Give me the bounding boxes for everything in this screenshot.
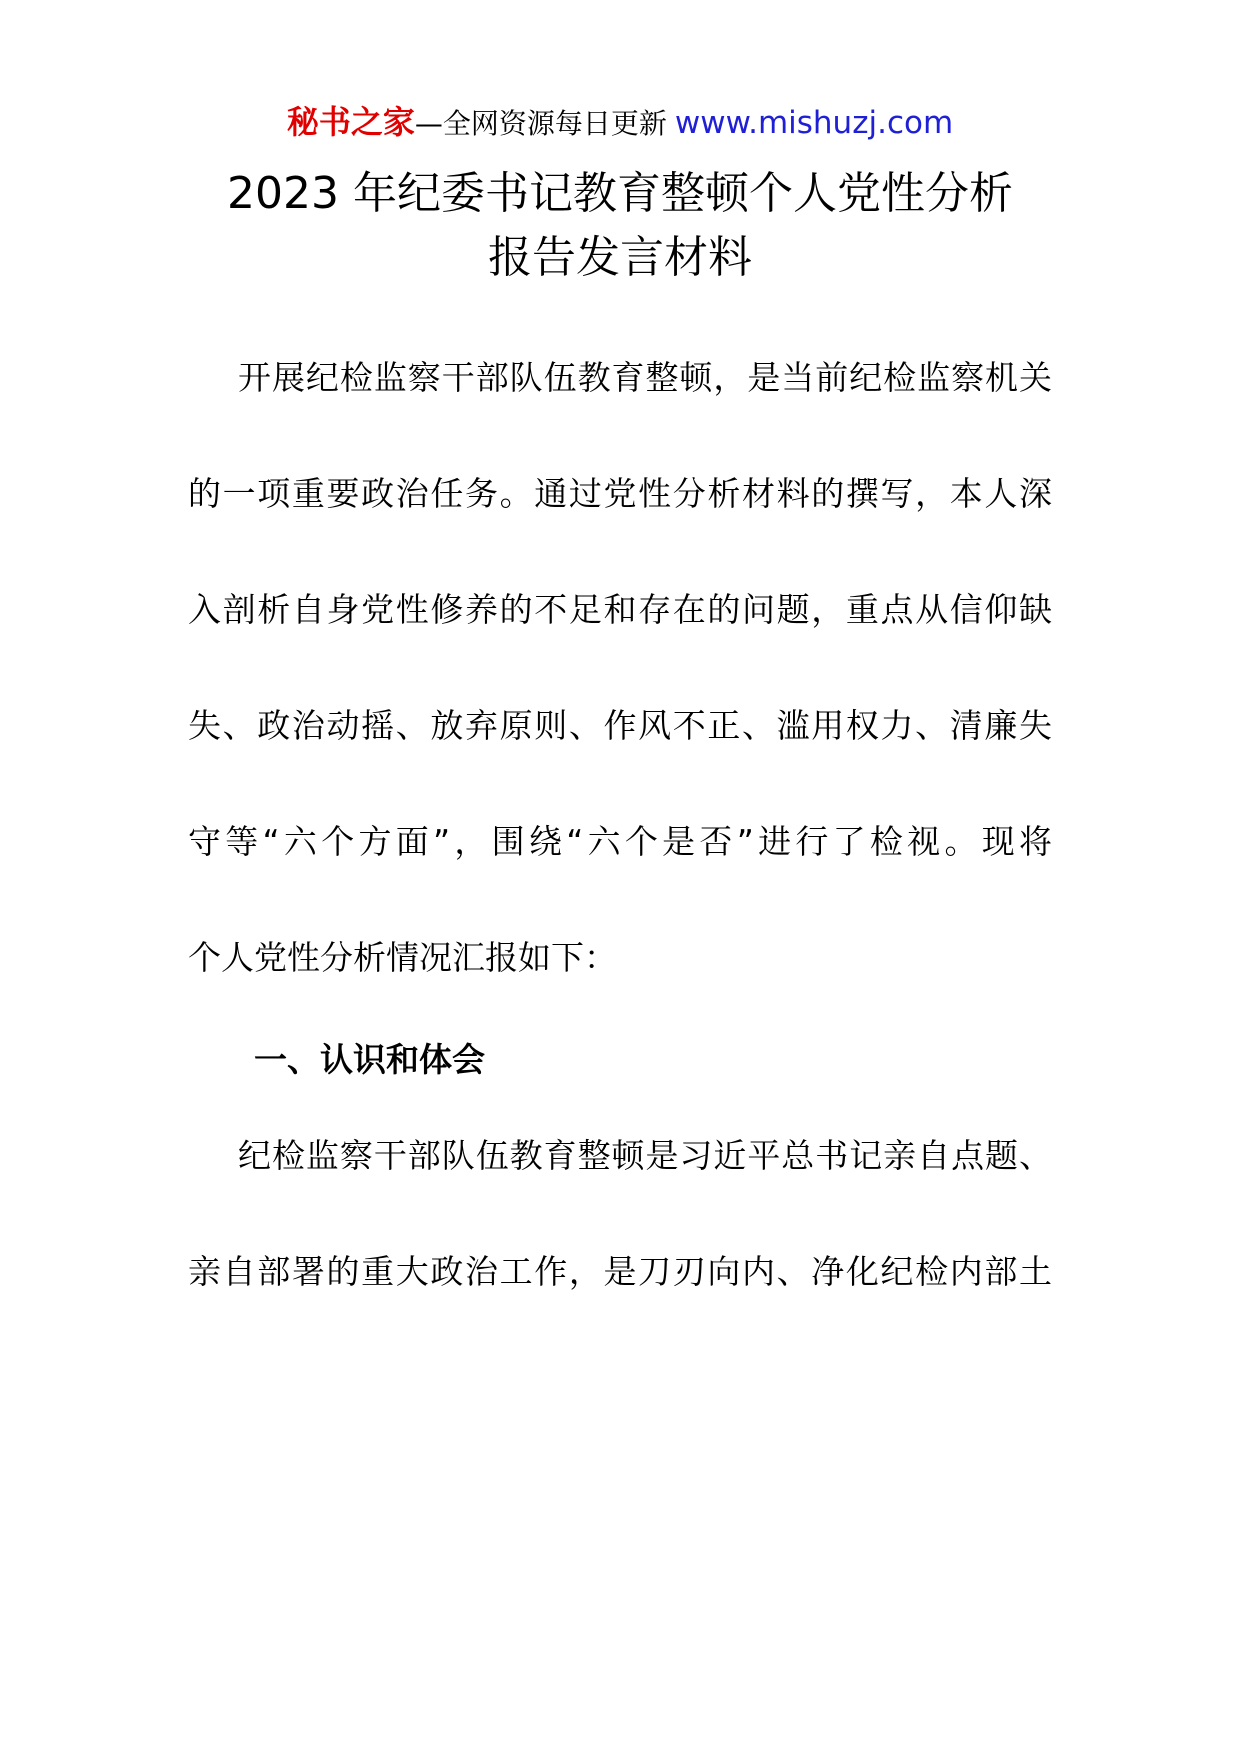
paragraph-2-line-2: 亲自部署的重大政治工作，是刀刃向内、净化纪检内部土 [188,1252,1052,1291]
paragraph-2-line-1: 纪检监察干部队伍教育整顿是习近平总书记亲自点题、 [238,1136,1052,1175]
header-tagline: —全网资源每日更新 [414,107,667,140]
section-heading-1: 一、认识和体会 [254,1040,485,1079]
paragraph-1-line-5: 守等“六个方面”，围绕“六个是否”进行了检视。现将 [188,822,1052,861]
paragraph-1-line-6: 个人党性分析情况汇报如下： [188,938,617,977]
title-line-1: 2023 年纪委书记教育整顿个人党性分析 [227,168,1013,219]
paragraph-1-line-1: 开展纪检监察干部队伍教育整顿，是当前纪检监察机关 [238,358,1052,397]
document-title [0,162,1240,290]
site-header [0,100,1240,146]
brand-name: 秘书之家 [286,103,415,141]
title-line-2: 报告发言材料 [488,232,752,283]
paragraph-1-line-4: 失、政治动摇、放弃原则、作风不正、滥用权力、清廉失 [188,706,1052,745]
paragraph-1-line-3: 入剖析自身党性修养的不足和存在的问题，重点从信仰缺 [188,590,1052,629]
paragraph-1-line-2: 的一项重要政治任务。通过党性分析材料的撰写，本人深 [188,474,1052,513]
site-url-link[interactable]: www.mishuzj.com [674,105,954,141]
